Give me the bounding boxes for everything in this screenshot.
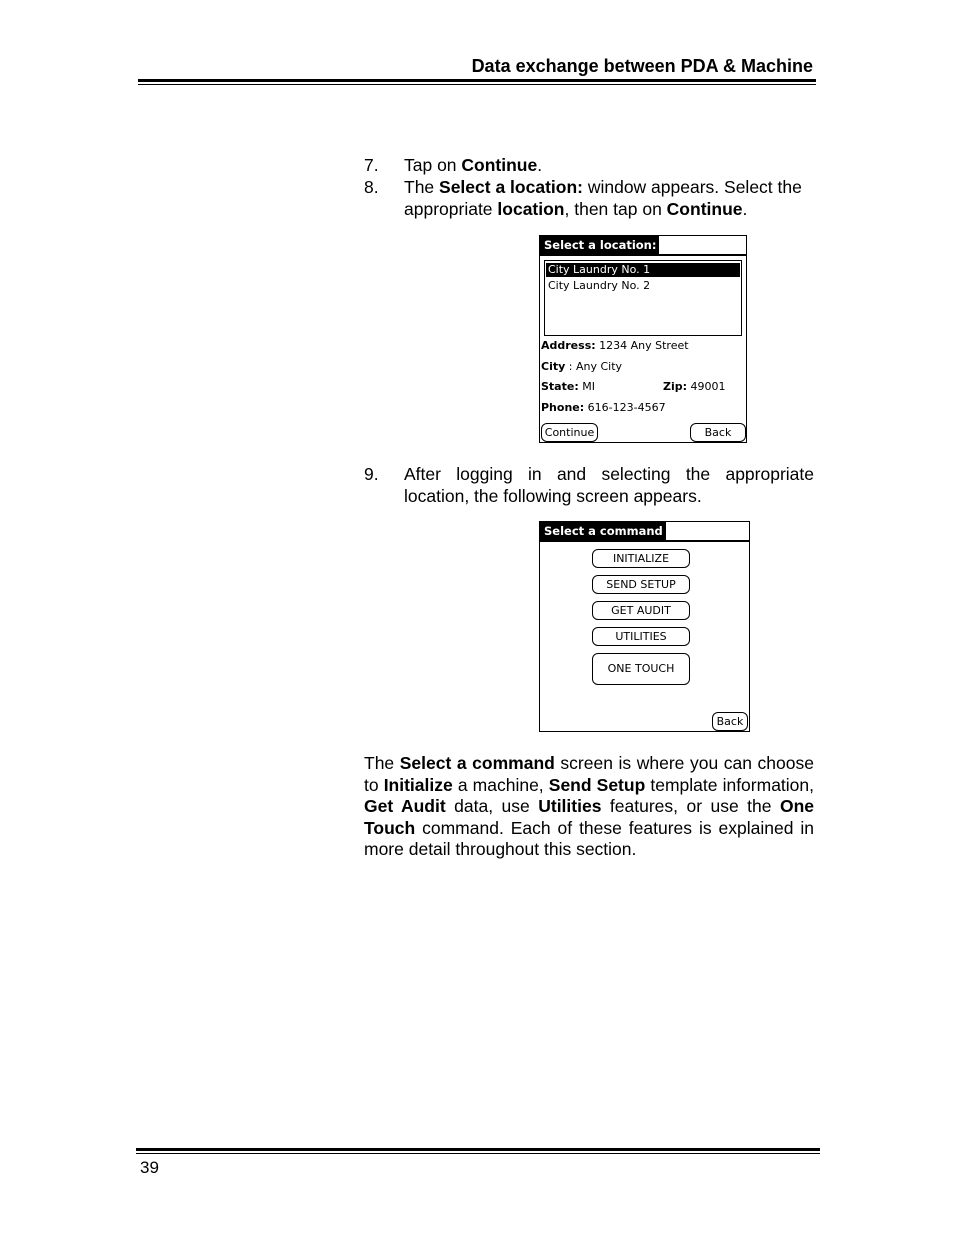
step-bold: Continue: [666, 198, 743, 219]
step-text: .: [537, 155, 543, 175]
step-7: [364, 155, 814, 177]
paragraph-bold: Get Audit: [364, 796, 446, 816]
paragraph-text: screen is where you can choose to: [364, 753, 814, 795]
description-paragraph: [364, 753, 814, 861]
phone-value: 616-123-4567: [587, 401, 666, 414]
zip-value: 49001: [690, 380, 726, 393]
initialize-button[interactable]: INITIALIZE: [592, 549, 690, 568]
list-item[interactable]: City Laundry No. 1: [546, 263, 740, 277]
address-value: 1234 Any Street: [599, 339, 689, 352]
page-number: 39: [140, 1158, 159, 1177]
step-text: Tap on: [404, 155, 462, 175]
state-value: MI: [582, 380, 595, 393]
screen-title: Select a command: [540, 522, 666, 540]
utilities-button[interactable]: UTILITIES: [592, 627, 690, 646]
paragraph-bold: Utilities: [538, 796, 602, 816]
one-touch-button[interactable]: ONE TOUCH: [592, 653, 690, 685]
paragraph-text: command. Each of these features is explained in more detail throughout this section.: [364, 817, 814, 859]
city-value: : Any City: [568, 360, 623, 373]
step-text: , then tap on: [564, 198, 667, 219]
continue-button[interactable]: Continue: [541, 423, 598, 442]
screen-title: Select a location:: [540, 236, 659, 254]
back-button[interactable]: Back: [690, 423, 746, 442]
paragraph-bold: One Touch: [364, 796, 815, 838]
step-number: 8.: [364, 177, 379, 197]
select-command-screen: [539, 521, 750, 732]
paragraph-text: features, or use the: [601, 796, 780, 816]
get-audit-button[interactable]: GET AUDIT: [592, 601, 690, 620]
back-button[interactable]: Back: [712, 712, 748, 731]
paragraph-text: The: [364, 753, 400, 773]
phone-field: [541, 401, 666, 415]
phone-label: Phone:: [541, 401, 585, 414]
footer-rule: [136, 1148, 820, 1154]
step-number: 7.: [364, 155, 379, 175]
send-setup-button[interactable]: SEND SETUP: [592, 575, 690, 594]
state-field: [541, 380, 595, 394]
paragraph-text: a machine,: [452, 774, 549, 795]
step-bold: Select a location:: [439, 177, 583, 197]
address-field: [541, 339, 689, 353]
step-8: [364, 177, 814, 220]
paragraph-bold: Send Setup: [548, 774, 646, 795]
city-field: [541, 360, 622, 374]
paragraph-bold: Select a command: [399, 753, 555, 773]
zip-field: [663, 380, 726, 394]
paragraph-bold: Initialize: [383, 774, 453, 795]
step-number: 9.: [364, 464, 379, 484]
select-location-screen: [539, 235, 747, 443]
location-list[interactable]: [544, 260, 742, 336]
title-bar: [540, 522, 749, 542]
paragraph-text: template information,: [645, 774, 815, 795]
title-bar: [540, 236, 746, 256]
step-text: window appears. Select the appropriate: [404, 177, 802, 219]
state-label: State:: [541, 380, 579, 393]
address-label: Address:: [541, 339, 596, 352]
step-9: [364, 464, 814, 507]
city-label: City: [541, 360, 566, 373]
step-text: The: [404, 177, 440, 197]
step-bold: location: [497, 198, 565, 219]
step-bold: Continue: [461, 155, 538, 175]
header-rule: [138, 79, 816, 85]
zip-label: Zip:: [663, 380, 688, 393]
page-header-title: Data exchange between PDA & Machine: [471, 56, 813, 76]
list-item[interactable]: City Laundry No. 2: [548, 279, 651, 292]
step-text: .: [742, 198, 748, 219]
step-text: After logging in and selecting the appropriate location, the following screen appears.: [404, 464, 814, 506]
paragraph-text: data, use: [445, 796, 539, 816]
